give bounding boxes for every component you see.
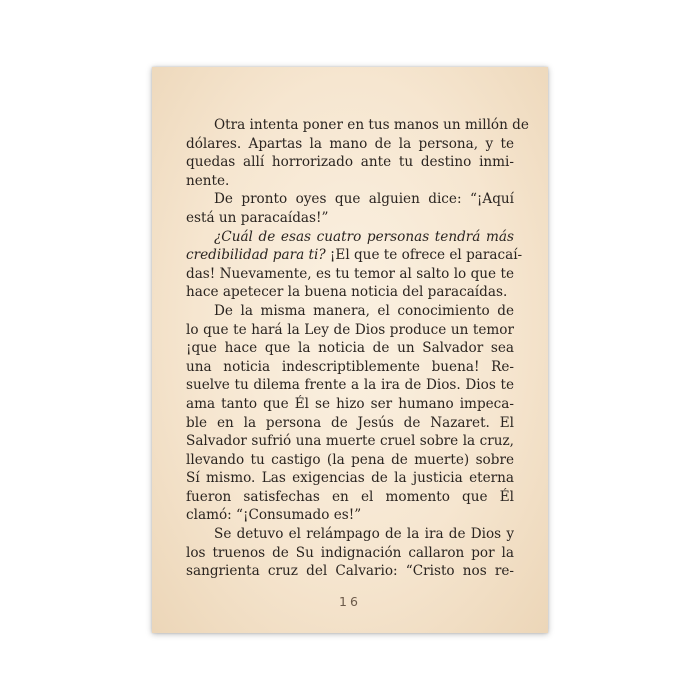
body-text <box>186 116 529 581</box>
text-line: está un paracaídas!” <box>186 209 329 226</box>
text-line: sangrienta cruz del Calvario: “Cristo nos re- <box>186 563 514 580</box>
text-line: ama tanto que Él se hizo ser humano impeca- <box>186 395 514 412</box>
text-line: clamó: “¡Consumado es!” <box>186 507 362 524</box>
text-line: lo que te hará la Ley de Dios produce un temor <box>186 321 514 338</box>
text-line: llevando tu castigo (la pena de muerte) sobre <box>186 451 514 468</box>
text-line: una noticia indescriptiblemente buena! Re- <box>186 358 514 375</box>
text-line-segment: credibilidad para ti? <box>186 247 326 264</box>
text-line: suelve tu dilema frente a la ira de Dios. Dios te <box>186 377 514 394</box>
book-page <box>152 67 548 633</box>
text-line: fueron satisfechas en el momento que Él <box>186 488 514 505</box>
text-line: los truenos de Su indignación callaron por la <box>186 544 514 561</box>
text-line: ble en la persona de Jesús de Nazaret. El <box>186 414 514 431</box>
text-line <box>186 246 523 265</box>
text-line: Salvador sufrió una muerte cruel sobre la cruz, <box>186 433 514 450</box>
text-line: hace apetecer la buena noticia del paracaídas. <box>186 284 508 301</box>
text-line: Sí mismo. Las exigencias de la justicia eterna <box>186 470 514 487</box>
text-line: quedas allí horrorizado ante tu destino inmi- <box>186 154 514 171</box>
text-line: ¿Cuál de esas cuatro personas tendrá más <box>214 228 514 245</box>
text-line: De la misma manera, el conocimiento de <box>214 302 514 319</box>
text-line: nente. <box>186 172 230 189</box>
text-line: Se detuvo el relámpago de la ira de Dios y <box>214 526 514 543</box>
text-line: De pronto oyes que alguien dice: “¡Aquí <box>214 191 514 208</box>
text-line: Otra intenta poner en tus manos un millón de <box>214 117 529 133</box>
text-line-segment: ¡El que te ofrece el paracaí- <box>325 247 523 264</box>
text-line: dólares. Apartas la mano de la persona, y te <box>186 135 514 152</box>
text-line: ¡que hace que la noticia de un Salvador sea <box>186 340 514 357</box>
text-line: das! Nuevamente, es tu temor al salto lo que te <box>186 265 514 282</box>
page-number: 16 <box>339 594 361 609</box>
